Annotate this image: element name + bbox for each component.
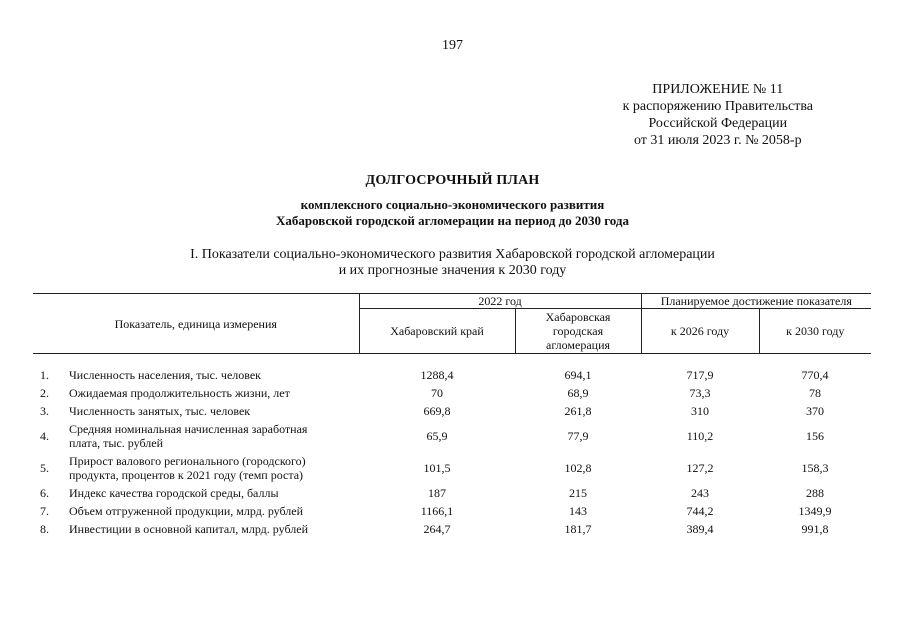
row-number: 2. [40,386,49,400]
value-2030: 78 [809,386,822,400]
value-2030: 156 [806,429,825,443]
value-agglomeration: 68,9 [567,386,589,400]
indicator-name-line: Средняя номинальная начисленная заработная [69,422,308,436]
indicator-name: Объем отгруженной продукции, млрд. рублей [69,504,304,518]
value-krai: 65,9 [426,429,448,443]
appendix-line: Российской Федерации [648,116,788,131]
header-line: городская [552,324,604,338]
appendix-block [623,81,813,149]
value-2026: 744,2 [686,504,714,518]
value-2026: 243 [691,486,710,500]
row-number: 3. [40,404,49,418]
value-agglomeration: 181,7 [564,522,592,536]
value-agglomeration: 694,1 [564,368,592,382]
table-row [33,486,871,504]
value-krai: 1166,1 [420,504,454,518]
indicator-name: Численность занятых, тыс. человек [69,404,251,418]
section-line: I. Показатели социально-экономического развития Хабаровской городской агломерации [190,247,715,262]
value-agglomeration: 143 [569,504,588,518]
appendix-line: ПРИЛОЖЕНИЕ № 11 [652,82,784,97]
section-heading [0,247,905,279]
appendix-line: от 31 июля 2023 г. № 2058-р [633,133,802,148]
document-title: ДОЛГОСРОЧНЫЙ ПЛАН [365,173,540,188]
table-row [33,422,871,454]
value-2030: 288 [806,486,825,500]
indicator-name: Инвестиции в основной капитал, млрд. рублей [69,522,309,536]
group-header-plan: Планируемое достижение показателя [641,294,871,309]
row-number: 5. [40,461,49,475]
value-2026: 110,2 [686,429,714,443]
value-2026: 73,3 [689,386,711,400]
value-2030: 370 [806,404,825,418]
indicator-name-line: плата, тыс. рублей [69,436,164,450]
indicator-name-line: Прирост валового регионального (городского) [69,454,306,468]
value-krai: 187 [428,486,447,500]
value-2026: 127,2 [686,461,714,475]
value-agglomeration: 102,8 [564,461,592,475]
column-header-2026: к 2026 году [641,309,759,354]
value-2026: 389,4 [686,522,714,536]
indicators-table [33,293,871,540]
value-2026: 717,9 [686,368,714,382]
value-2030: 991,8 [801,522,829,536]
value-2026: 310 [691,404,710,418]
table-row [33,386,871,404]
document-subtitle [0,197,905,229]
indicator-name [69,422,359,454]
value-2030: 158,3 [801,461,829,475]
value-krai: 70 [431,386,444,400]
value-agglomeration: 77,9 [567,429,589,443]
value-2030: 770,4 [801,368,829,382]
indicator-name: Ожидаемая продолжительность жизни, лет [69,386,290,400]
appendix-line: к распоряжению Правительства [622,99,813,114]
table-row [33,522,871,540]
subtitle-line: комплексного социально-экономического развития [300,197,605,212]
page-number: 197 [442,38,463,53]
value-agglomeration: 261,8 [564,404,592,418]
header-line: агломерация [546,338,611,352]
indicator-name [69,454,359,486]
value-krai: 264,7 [423,522,451,536]
value-krai: 1288,4 [420,368,454,382]
value-krai: 669,8 [423,404,451,418]
table-row [33,504,871,522]
value-2030: 1349,9 [798,504,832,518]
subtitle-line: Хабаровской городской агломерации на период до 2030 года [275,213,630,228]
row-number: 7. [40,504,49,518]
row-number: 4. [40,429,49,443]
indicator-column-header: Показатель, единица измерения [33,294,359,354]
row-number: 1. [40,368,49,382]
value-agglomeration: 215 [569,486,588,500]
column-header-2030: к 2030 году [759,309,871,354]
row-number: 6. [40,486,49,500]
table-row [33,368,871,386]
indicator-name: Индекс качества городской среды, баллы [69,486,279,500]
indicator-name-line: продукта, процентов к 2021 году (темп роста) [69,468,304,482]
column-header-krai: Хабаровский край [359,309,515,354]
value-krai: 101,5 [423,461,451,475]
table-row [33,454,871,486]
row-number: 8. [40,522,49,536]
table-row [33,404,871,422]
section-line: и их прогнозные значения к 2030 году [338,263,567,278]
indicator-name: Численность населения, тыс. человек [69,368,262,382]
column-header-agglomeration [515,309,641,354]
header-line: Хабаровская [545,310,611,324]
group-header-2022: 2022 год [359,294,641,309]
